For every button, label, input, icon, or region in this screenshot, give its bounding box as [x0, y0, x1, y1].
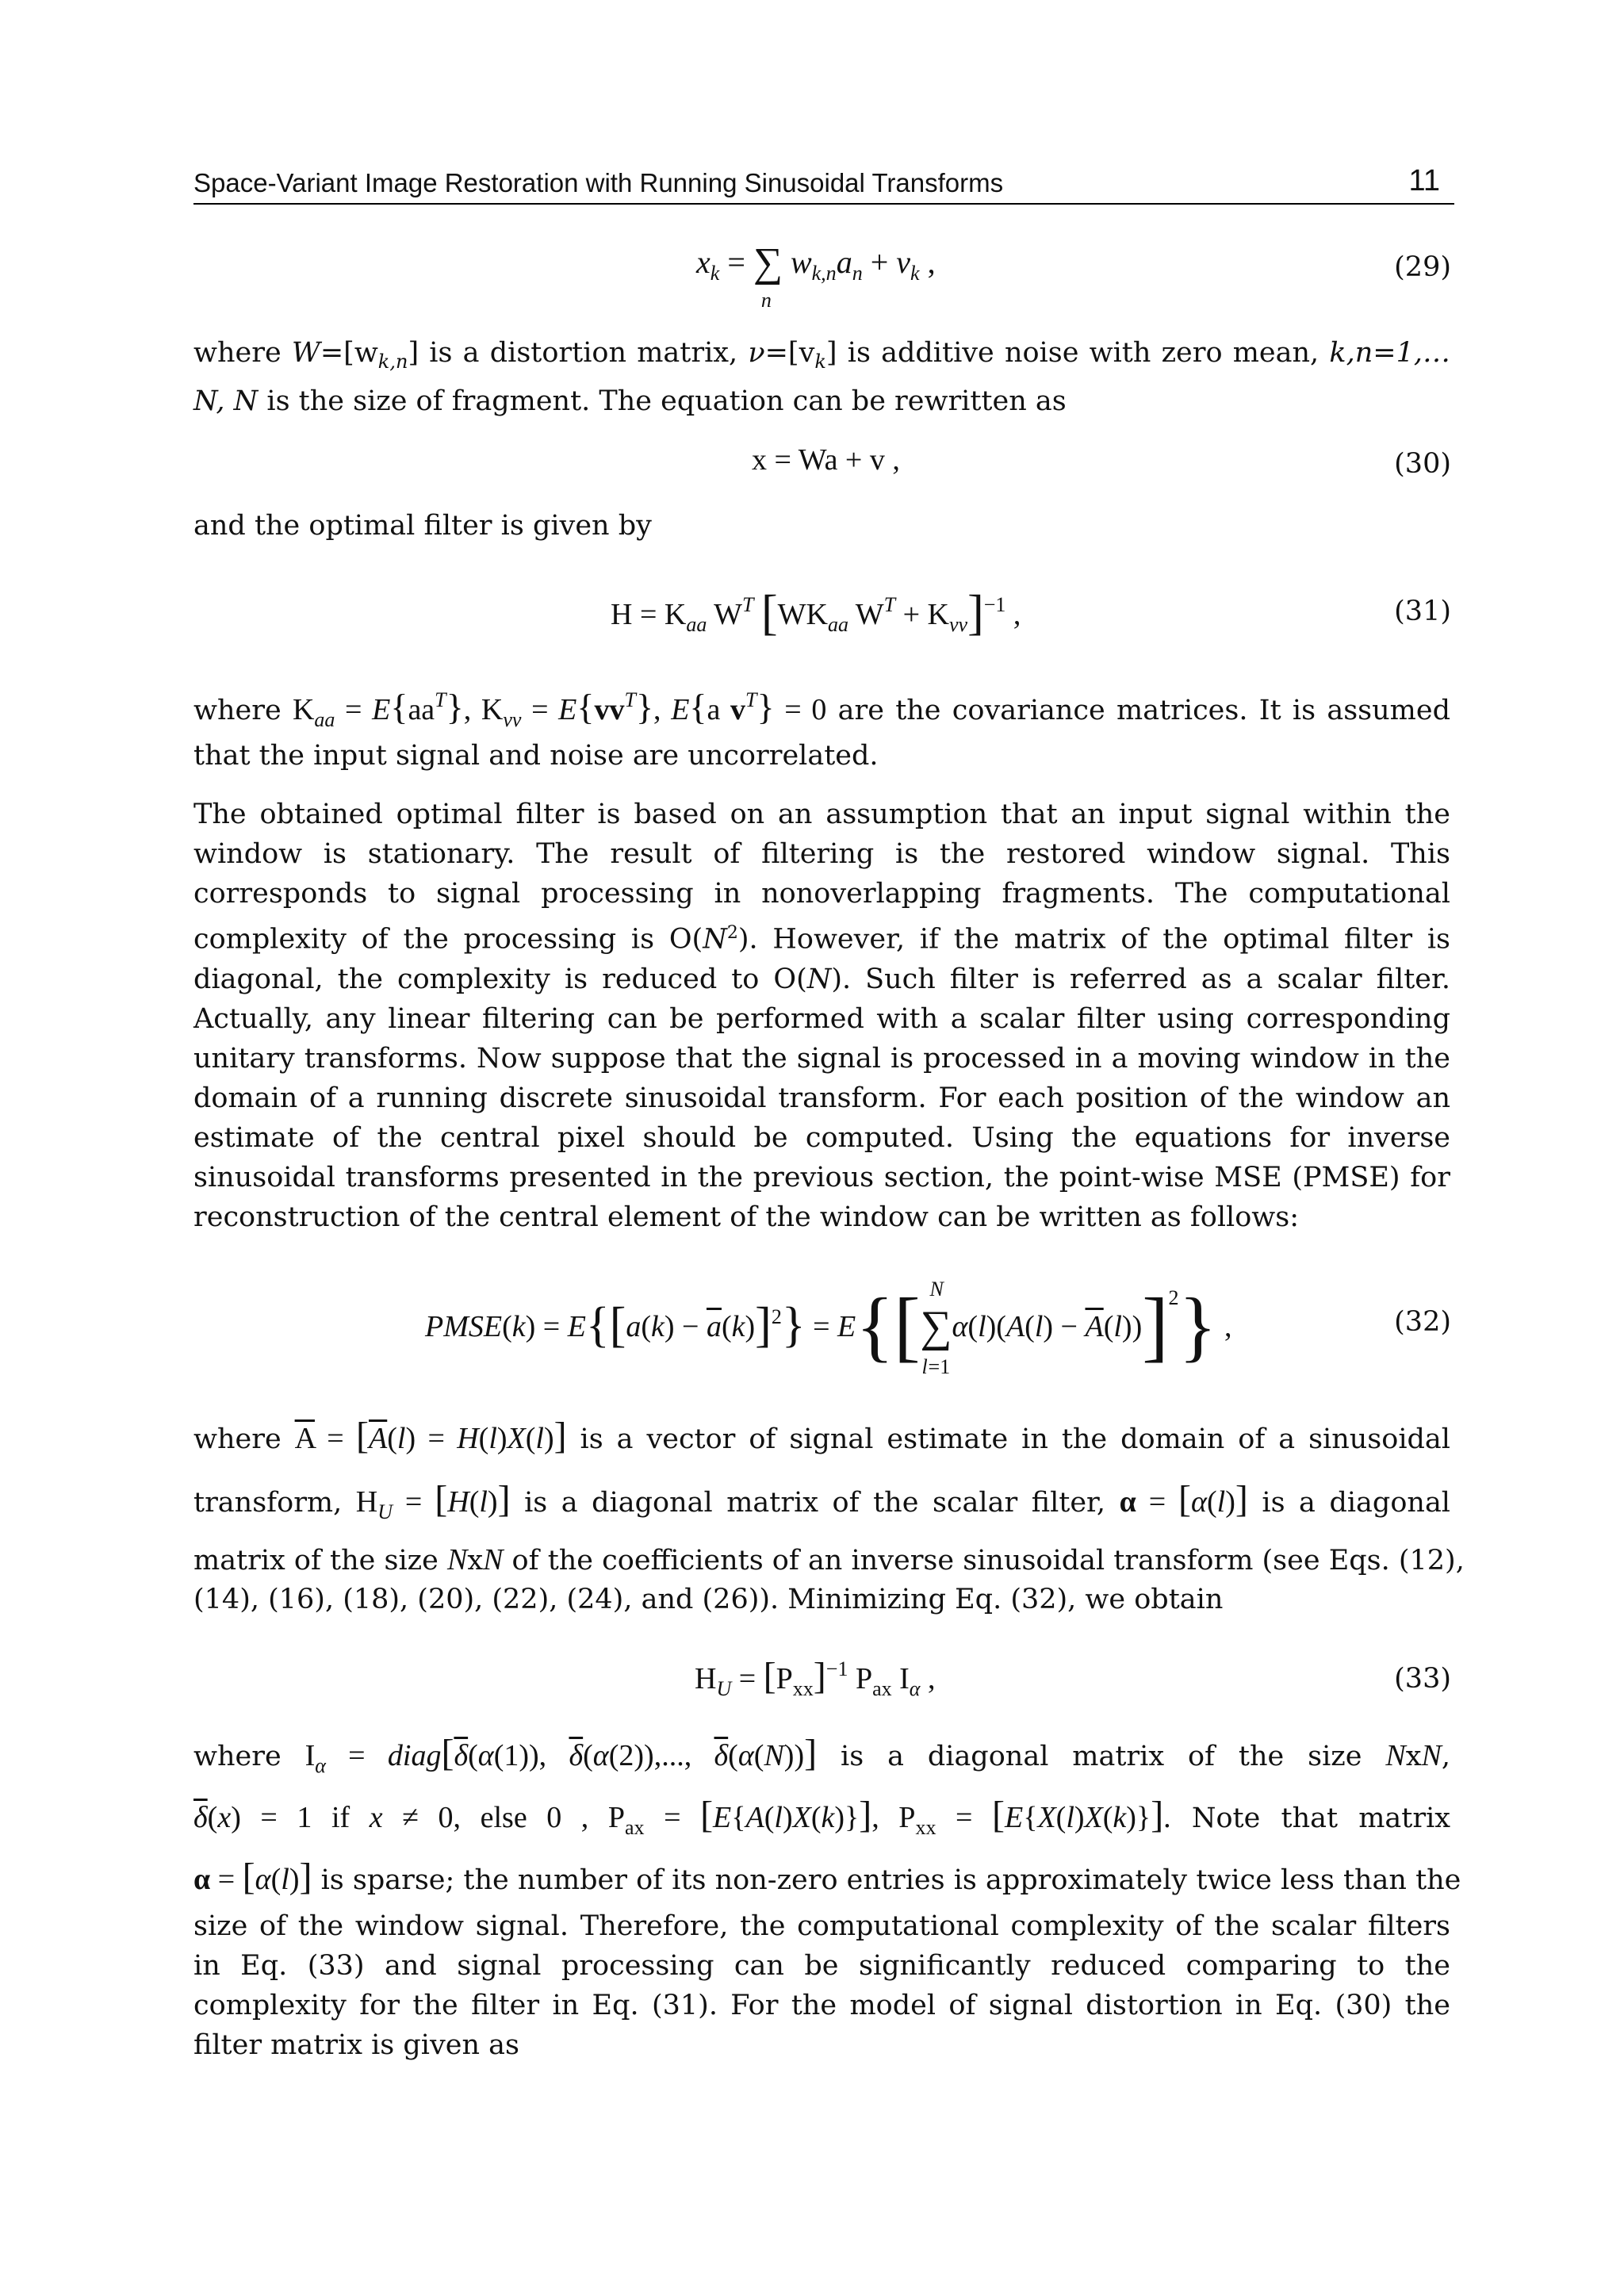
- equation-32-number: (32): [1394, 1306, 1451, 1338]
- paragraph-3-line-2: that the input signal and noise are uncorrelated.: [193, 740, 879, 772]
- paragraph-6-continuation: size of the window signal. Therefore, the computational complexity of the scalar filters in Eq. (33) and signal processing can be significantly reduced comparing to the complexity for the filter in Eq. (31). For the model of signal distortion in Eq. (30) the filter matrix is given as: [193, 1910, 1450, 2061]
- paragraph-5-line-4: (14), (16), (18), (20), (22), (24), and (26)). Minimizing Eq. (32), we obtain: [193, 1584, 1224, 1615]
- equation-29: $x_k$ = ∑ n $w_{k,n}a_n + v_k$ ,: [696, 240, 936, 312]
- paragraph-6-line-3: α = [α(l)] is sparse; the number of its non-zero entries is approximately twice less than the: [193, 1856, 1461, 1898]
- paragraph-5-line-3: matrix of the size NxN of the coefficients of an inverse sinusoidal transform (see Eqs. (12),: [193, 1543, 1465, 1576]
- paragraph-3-line-1: where $K_{aa} = E\{aa^T\}$, $K_{\nu\nu} = E\{vv^T\}$, E{a $v^T\} = 0$ are the covariance matrices. It is assumed: [193, 687, 1450, 731]
- equation-31-number: (31): [1394, 596, 1451, 627]
- equation-33: $H_U = [P_{xx}]^{-1}$ $P_{ax}$ $I_\alpha$ ,: [695, 1655, 936, 1700]
- paragraph-1: where $W=[w_{k,n}]$ is a distortion matrix, $\nu=[v_k]$ is additive noise with zero mean, k,n=1,…N, N is the size of fragment. The equation can be rewritten as: [193, 337, 1450, 417]
- paragraph-4: The obtained optimal filter is based on an assumption that an input signal within the window is stationary. The result of filtering is the restored window signal. This corresponds to signal processing in nonoverlapping fragments. The computational complexity of the processing is $O(N^2)$. However, if the matrix of the optimal filter is diagonal, the complexity is reduced to O(N). Such filter is referred as a scalar filter. Actually, any linear filtering can be performed with a scalar filter using corresponding unitary transforms. Now suppose that the signal is processed in a moving window in the domain of a running discrete sinusoidal transform. For each position of the window an estimate of the central pixel should be computed. Using the equations for inverse sinusoidal transforms presented in the previous section, the point-wise MSE (PMSE) for reconstruction of the central element of the window can be written as follows:: [193, 799, 1450, 1233]
- equation-33-number: (33): [1394, 1663, 1451, 1695]
- running-header: [193, 163, 1454, 205]
- equation-30-number: (30): [1394, 448, 1451, 480]
- equation-29-number: (29): [1394, 251, 1451, 283]
- equation-32: PMSE(k) = $E\{[a(k) - \overline{a}(k)]^2\} = E\{[\sum$ N l =1 $\alpha(l)(A(l) - \overline{A}(l))]^2$} ,: [425, 1278, 1232, 1378]
- paragraph-6-line-1: where $I_\alpha$ = $diag[\overline{\delta}(\alpha(1))$, $\overline{\delta}(\alpha(2))$,..., $\overline{\delta}(\alpha(N))$] is a diagonal matrix of the size NxN,: [193, 1732, 1450, 1777]
- paragraph-2: and the optimal filter is given by: [193, 510, 652, 542]
- paragraph-5-line-2: transform, $H_U = [H(l)]$ is a diagonal matrix of the scalar filter, α = [α(l)] is a diagonal: [193, 1478, 1450, 1523]
- running-title: Space-Variant Image Restoration with Running Sinusoidal Transforms: [193, 168, 1004, 197]
- equation-30: x = Wa + v ,: [752, 443, 900, 477]
- paragraph-6-line-2: $\overline{\delta}(x) = 1$ if x ≠ 0, else 0 , $P_{ax} = [E\{A(l)X(k)\}]$, $P_{xx} = [E\{X(l)X(k)\}]$. Note that matrix: [193, 1794, 1450, 1839]
- paragraph-5-line-1: where $\overline{A} = [\overline{A}(l) = H(l)X(l)]$ is a vector of signal estimate in the domain of a sinusoidal: [193, 1415, 1450, 1457]
- equation-31: $H = K_{aa}$ $W^T$ [$WK_{aa}$ $W^T + K_{\nu\nu}]^{-1}$ ,: [611, 586, 1021, 640]
- page-number: 11: [1408, 164, 1440, 197]
